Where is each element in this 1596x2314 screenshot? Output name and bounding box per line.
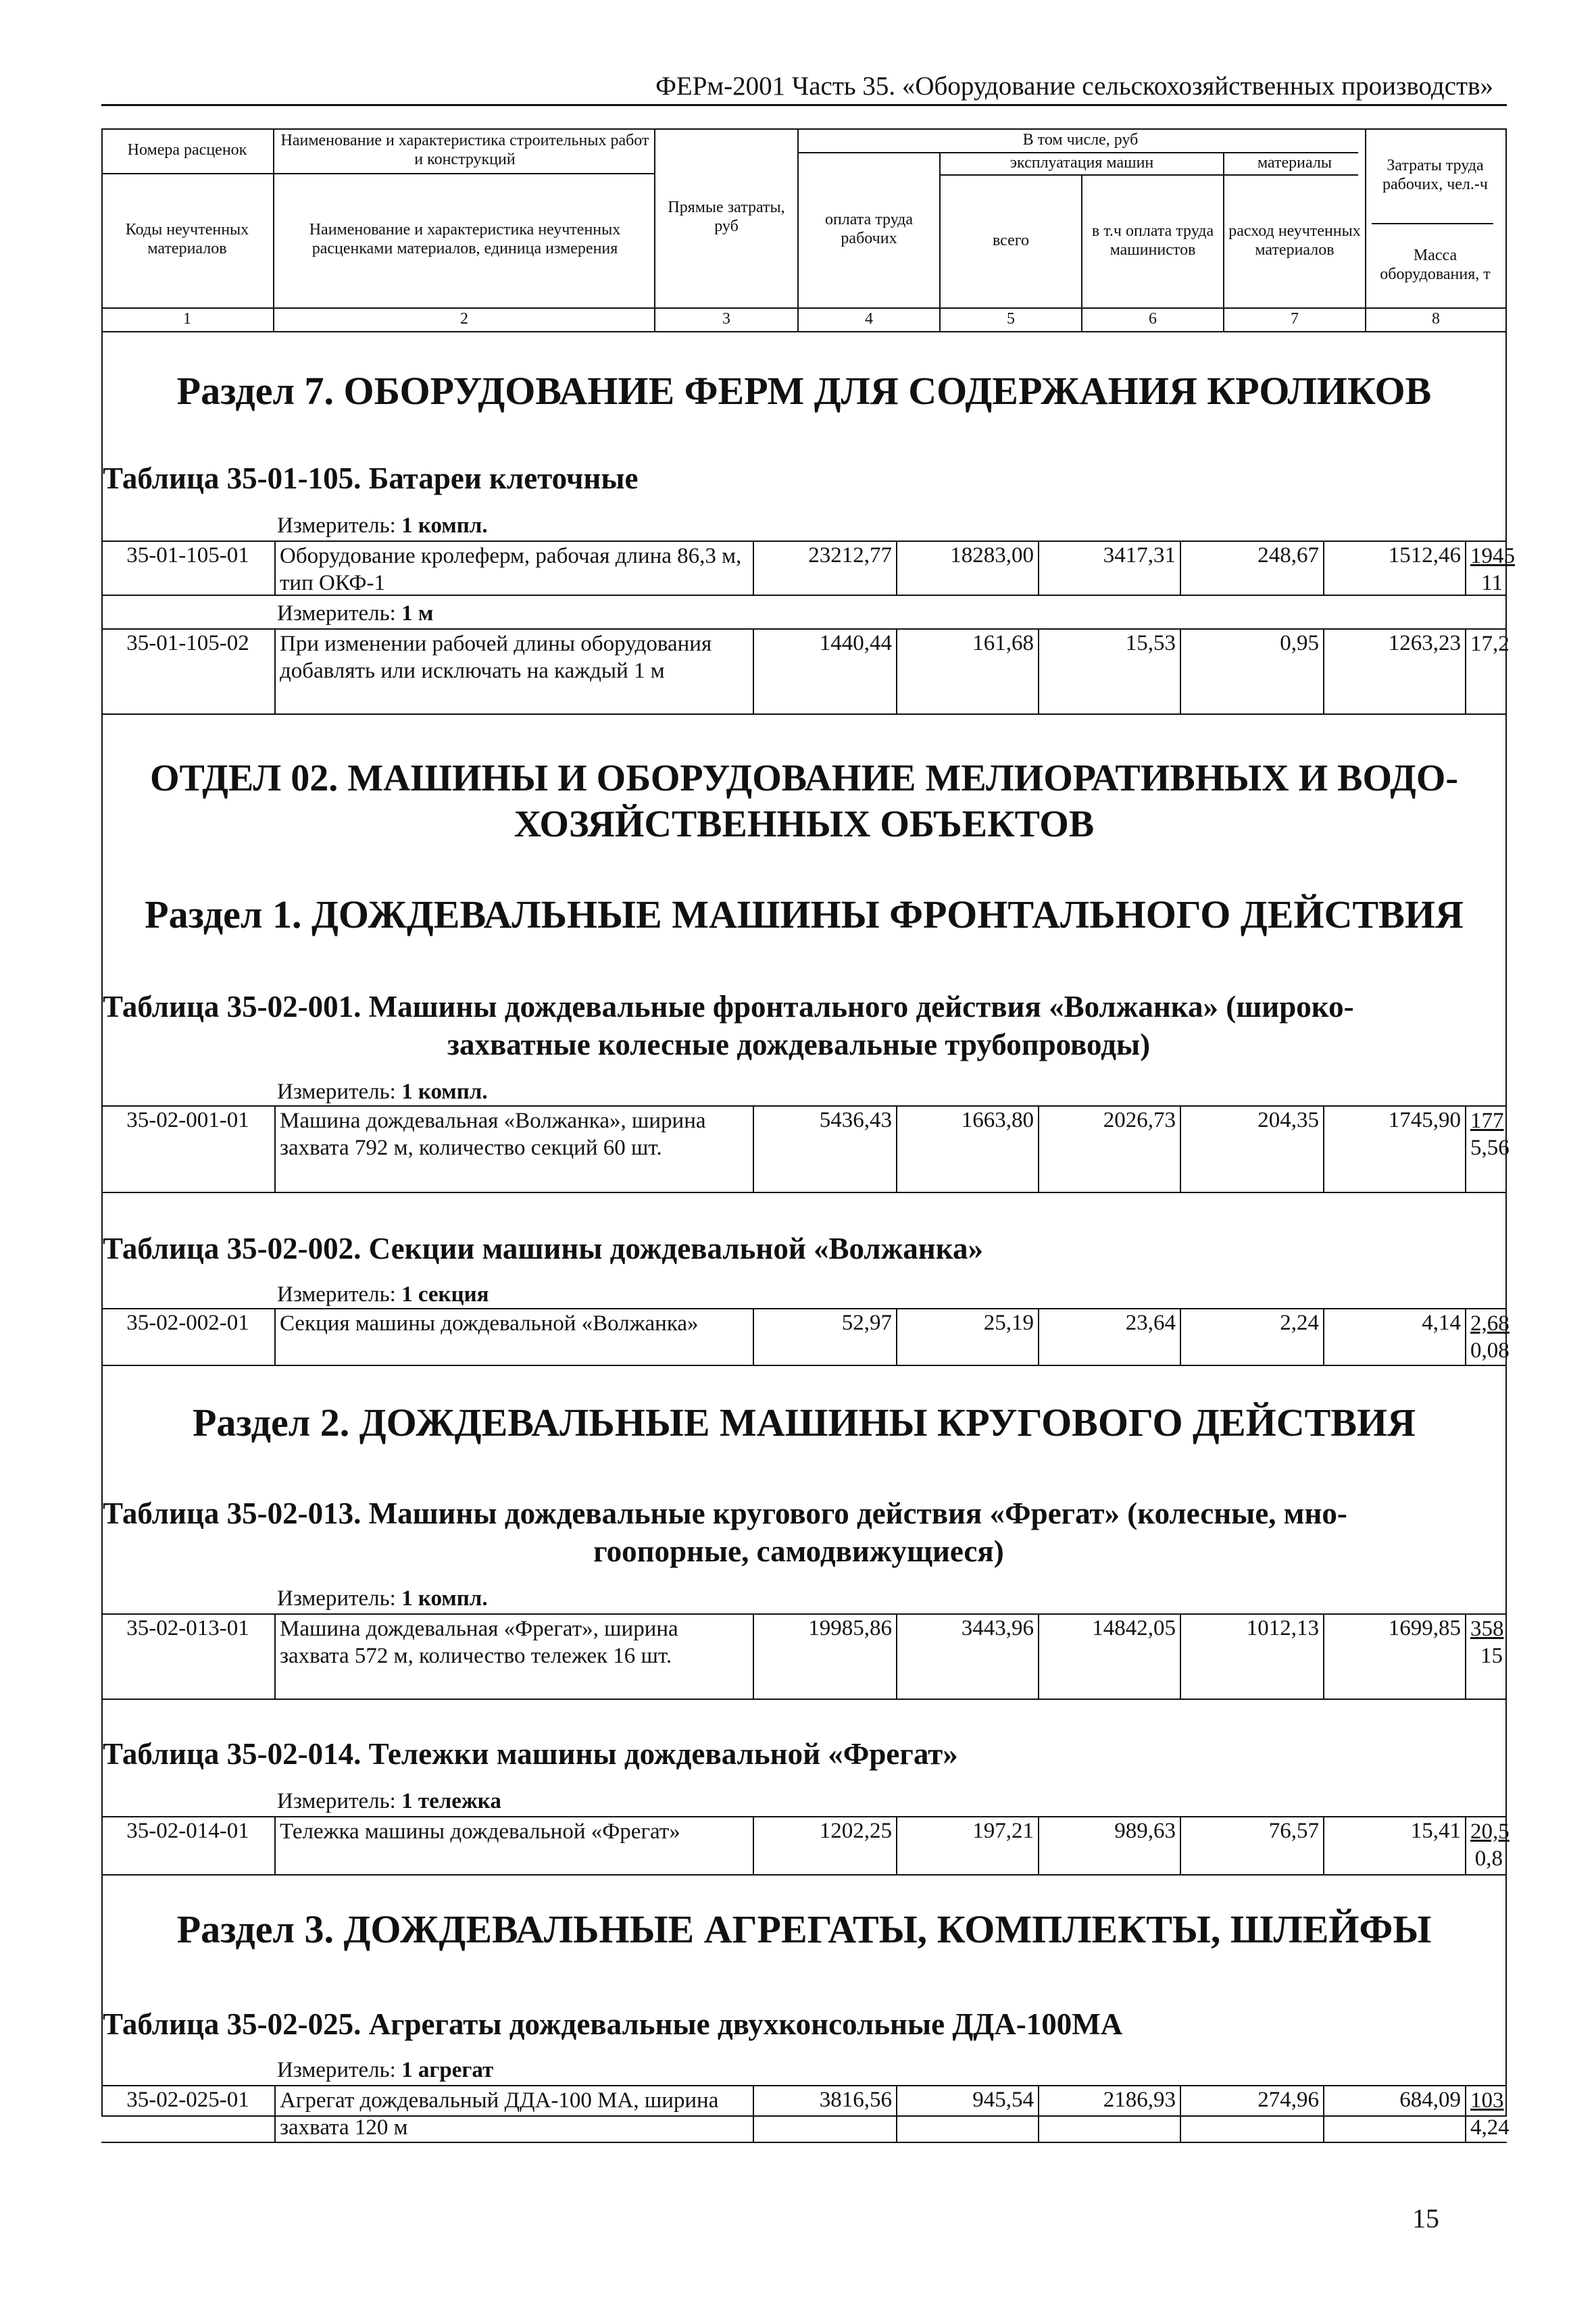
direct-costs: 3816,56 (754, 2086, 897, 2142)
direct-costs: 1440,44 (754, 630, 897, 713)
rate-name: Агрегат дождевальный ДДА-100 МА, ширина захвата 120 м (276, 2086, 754, 2142)
hdr-direct-costs: Прямые затраты, руб (668, 199, 785, 235)
hdr-materials: материалы (1257, 154, 1332, 172)
table-title-35-02-013 (103, 1494, 1495, 1571)
operator-pay: 0,95 (1181, 630, 1324, 713)
hdr-total: всего (992, 232, 1030, 250)
hdr-material-codes: Коды неучтенных материалов (125, 221, 249, 257)
labor-pay: 3443,96 (897, 1615, 1039, 1699)
hdr-including: В том числе, руб (1022, 131, 1139, 149)
machine-total: 2026,73 (1039, 1107, 1181, 1192)
labor-pay: 197,21 (897, 1817, 1039, 1874)
operator-pay: 274,96 (1181, 2086, 1324, 2142)
page-number: 15 (1412, 2203, 1439, 2234)
labor-hours: 17,2 (1470, 632, 1510, 656)
direct-costs: 1202,25 (754, 1817, 897, 1874)
table-row (101, 1816, 1510, 1876)
hdr-num-1: 1 (183, 310, 191, 328)
materials: 4,14 (1324, 1309, 1466, 1365)
hdr-num-7: 7 (1291, 310, 1299, 328)
table-row (101, 1613, 1507, 1700)
rate-name: Машина дождевальная «Фрегат», ширина захвата 572 м, количество тележек 16 шт. (276, 1615, 754, 1699)
department-02-line1: ОТДЕЛ 02. МАШИНЫ И ОБОРУДОВАНИЕ МЕЛИОРАТИВНЫХ И ВОДО- (149, 757, 1459, 799)
table-title-line2: захватные колесные дождевальные трубопроводы) (447, 1028, 1151, 1062)
table-title-35-02-014: Таблица 35-02-014. Тележки машины дождевальной «Фрегат» (103, 1737, 958, 1771)
hdr-labor-hours: Затраты труда рабочих, чел.-ч (1382, 157, 1488, 193)
hdr-material-name: Наименование и характеристика неучтенных расценками материалов, единица измерения (309, 221, 621, 257)
measure-label: Измеритель: 1 тележка (277, 1789, 501, 1813)
labor-hours: 177 (1470, 1109, 1504, 1133)
direct-costs: 5436,43 (754, 1107, 897, 1192)
equipment-mass: 15 (1480, 1643, 1503, 1668)
labor-hours: 20,5 (1470, 1819, 1510, 1844)
table-row (101, 540, 1515, 596)
labor-pay: 161,68 (897, 630, 1039, 713)
section-1-heading: Раздел 1. ДОЖДЕВАЛЬНЫЕ МАШИНЫ ФРОНТАЛЬНОГО ДЕЙСТВИЯ (145, 892, 1464, 936)
direct-costs: 52,97 (754, 1309, 897, 1365)
labor-pay: 25,19 (897, 1309, 1039, 1365)
table-title-35-02-002: Таблица 35-02-002. Секции машины дождевальной «Волжанка» (103, 1232, 983, 1265)
rate-name: Секция машины дождевальной «Волжанка» (276, 1309, 754, 1365)
labor-hours: 358 (1470, 1617, 1504, 1641)
hdr-num-2: 2 (460, 310, 468, 328)
operator-pay: 1012,13 (1181, 1615, 1324, 1699)
rate-code: 35-02-002-01 (101, 1309, 276, 1365)
materials: 1263,23 (1324, 630, 1466, 713)
machine-total: 15,53 (1039, 630, 1181, 713)
rate-code: 35-02-001-01 (101, 1107, 276, 1192)
rate-code: 35-02-013-01 (101, 1615, 276, 1699)
measure-label: Измеритель: 1 компл. (277, 1080, 488, 1104)
labor-pay: 945,54 (897, 2086, 1039, 2142)
running-head (101, 62, 1507, 106)
materials: 15,41 (1324, 1817, 1466, 1874)
hdr-num-6: 6 (1149, 310, 1157, 328)
section-7-heading: Раздел 7. ОБОРУДОВАНИЕ ФЕРМ ДЛЯ СОДЕРЖАНИЯ КРОЛИКОВ (176, 369, 1432, 413)
hdr-work-name: Наименование и характеристика строительных работ и конструкций (280, 132, 649, 168)
operator-pay: 204,35 (1181, 1107, 1324, 1192)
table-title-35-02-025: Таблица 35-02-025. Агрегаты дождевальные двухконсольные ДДА-100МА (103, 2007, 1123, 2041)
hdr-num-8: 8 (1432, 310, 1440, 328)
equipment-mass: 4,24 (1470, 2115, 1510, 2140)
section-3-heading: Раздел 3. ДОЖДЕВАЛЬНЫЕ АГРЕГАТЫ, КОМПЛЕКТЫ, ШЛЕЙФЫ (176, 1907, 1432, 1951)
measure-label: Измеритель: 1 компл. (277, 1586, 488, 1611)
rate-name: Машина дождевальная «Волжанка», ширина захвата 792 м, количество секций 60 шт. (276, 1107, 754, 1192)
equipment-mass: 0,08 (1470, 1338, 1510, 1363)
machine-total: 14842,05 (1039, 1615, 1181, 1699)
measure-label: Измеритель: 1 агрегат (277, 2058, 494, 2082)
hdr-unaccounted-materials: расход неучтенных материалов (1228, 222, 1361, 259)
measure-label: Измеритель: 1 секция (277, 1282, 489, 1307)
hdr-num-4: 4 (865, 310, 873, 328)
labor-pay: 18283,00 (897, 542, 1039, 595)
materials: 1745,90 (1324, 1107, 1466, 1192)
machine-total: 2186,93 (1039, 2086, 1181, 2142)
rate-code: 35-02-014-01 (101, 1817, 276, 1874)
operator-pay: 2,24 (1181, 1309, 1324, 1365)
table-title-35-02-001 (103, 988, 1495, 1064)
machine-total: 989,63 (1039, 1817, 1181, 1874)
table-row (101, 1308, 1510, 1366)
machine-total: 23,64 (1039, 1309, 1181, 1365)
rate-name: Тележка машины дождевальной «Фрегат» (276, 1817, 754, 1874)
hdr-rate-numbers: Номера расценок (127, 141, 247, 159)
department-02-line2: ХОЗЯЙСТВЕННЫХ ОБЪЕКТОВ (514, 803, 1095, 846)
operator-pay: 76,57 (1181, 1817, 1324, 1874)
rate-code: 35-01-105-02 (101, 630, 276, 713)
materials: 1512,46 (1324, 542, 1466, 595)
section-2-heading: Раздел 2. ДОЖДЕВАЛЬНЫЕ МАШИНЫ КРУГОВОГО ДЕЙСТВИЯ (192, 1401, 1416, 1444)
equipment-mass: 0,8 (1474, 1846, 1503, 1871)
labor-hours: 103 (1470, 2088, 1504, 2113)
hdr-operator-pay: в т.ч оплата труда машинистов (1091, 222, 1214, 259)
table-row (101, 2085, 1510, 2143)
equipment-mass: 5,56 (1470, 1135, 1510, 1160)
hdr-num-5: 5 (1007, 310, 1015, 328)
hdr-equipment-mass: Масса оборудования, т (1380, 247, 1491, 283)
labor-hours: 2,68 (1470, 1311, 1510, 1336)
measure-label: Измеритель: 1 компл. (277, 513, 488, 538)
table-title-line2: гоопорные, самодвижущиеся) (593, 1534, 1004, 1569)
rate-name: При изменении рабочей длины оборудования добавлять или исключать на каждый 1 м (276, 630, 754, 713)
table-title-line1: Таблица 35-02-013. Машины дождевальные кругового действия «Фрегат» (колесные, мно- (103, 1496, 1347, 1530)
hdr-machine-exploit: эксплуатация машин (1009, 154, 1154, 172)
rate-name: Оборудование кролеферм, рабочая длина 86,3 м, тип ОКФ-1 (276, 542, 754, 595)
rate-code: 35-01-105-01 (101, 542, 276, 595)
measure-label: Измеритель: 1 м (277, 601, 434, 626)
direct-costs: 23212,77 (754, 542, 897, 595)
table-row (101, 1105, 1510, 1193)
table-title-35-01-105: Таблица 35-01-105. Батареи клеточные (103, 461, 639, 495)
department-02-heading (101, 755, 1507, 848)
materials: 1699,85 (1324, 1615, 1466, 1699)
labor-hours: 1945 (1470, 544, 1515, 568)
equipment-mass: 11 (1481, 570, 1503, 595)
materials: 684,09 (1324, 2086, 1466, 2142)
machine-total: 3417,31 (1039, 542, 1181, 595)
labor-pay: 1663,80 (897, 1107, 1039, 1192)
hdr-num-3: 3 (722, 310, 730, 328)
table-row (101, 628, 1510, 715)
table-title-line1: Таблица 35-02-001. Машины дождевальные фронтального действия «Волжанка» (широко- (103, 990, 1354, 1024)
running-head-text: ФЕРм-2001 Часть 35. «Оборудование сельскохозяйственных производств» (655, 72, 1493, 101)
direct-costs: 19985,86 (754, 1615, 897, 1699)
rate-code: 35-02-025-01 (101, 2086, 276, 2142)
operator-pay: 248,67 (1181, 542, 1324, 595)
hdr-labor-pay: оплата труда рабочих (824, 211, 914, 247)
